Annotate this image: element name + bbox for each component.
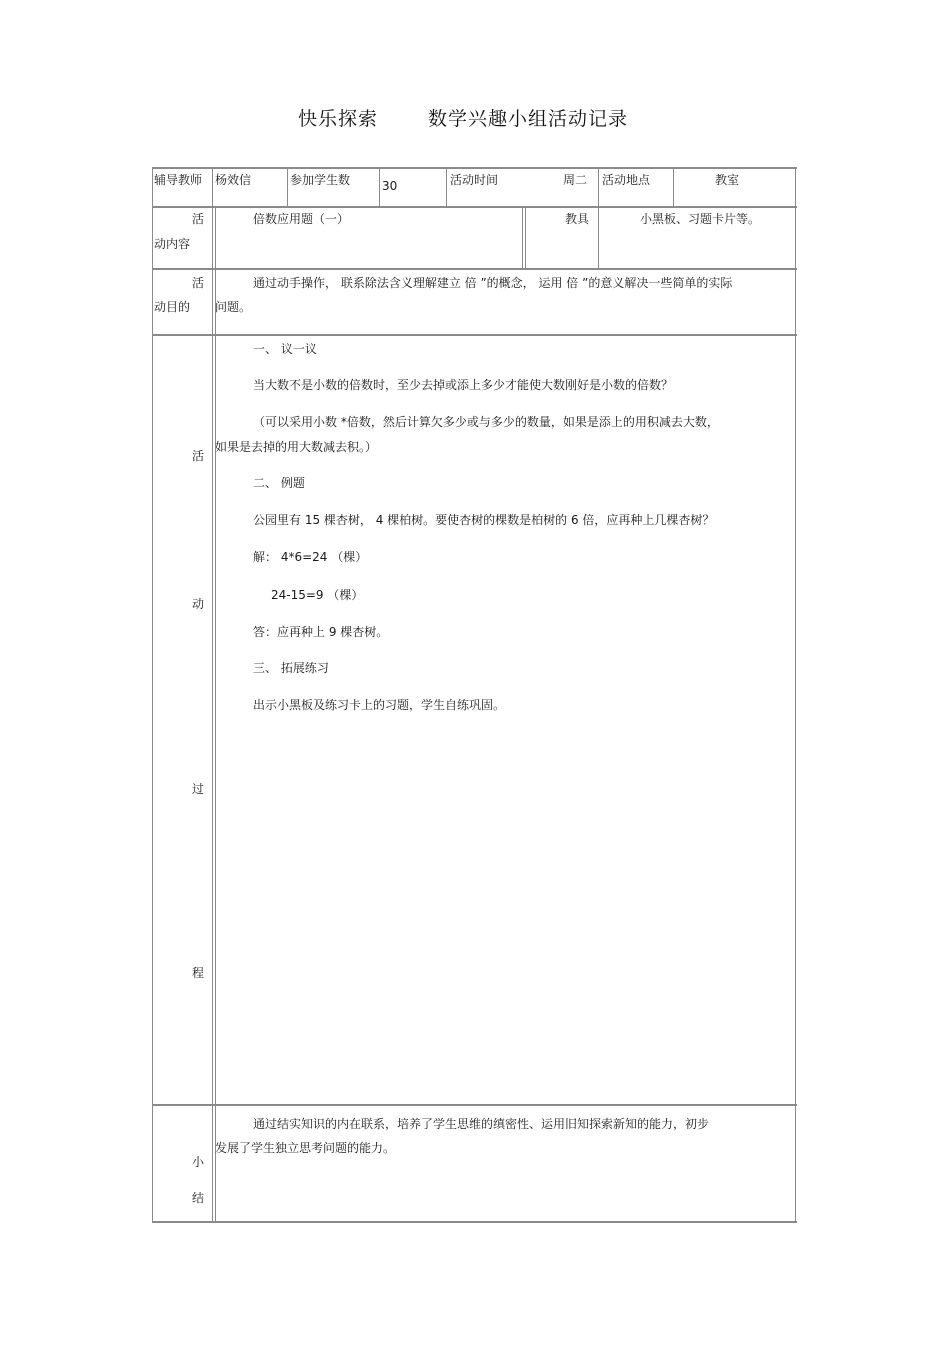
process-line: 如果是去掉的用大数减去积。）: [215, 440, 378, 454]
place-label: 活动地点: [602, 173, 651, 187]
tools-label: 教具: [565, 212, 590, 226]
process-line: 二、 例题: [253, 476, 305, 490]
process-line: 24-15=9 （棵）: [271, 588, 364, 602]
time-label: 活动时间: [450, 173, 499, 187]
place-value: 教室: [715, 173, 740, 187]
activity-record-table: [152, 167, 797, 1224]
process-line: 三、 拓展练习: [253, 661, 329, 675]
time-value: 周二: [563, 173, 588, 187]
process-line: 一、 议一议: [253, 342, 317, 356]
goal-label-bottom: 动目的: [154, 300, 191, 314]
content-value: 倍数应用题（一）: [253, 212, 350, 226]
summary-label-char-2: 结: [192, 1191, 205, 1205]
process-line: 解： 4*6=24 （棵）: [253, 550, 368, 564]
title-part1: 快乐探索: [298, 108, 379, 130]
goal-label-top: 活: [192, 276, 205, 290]
goal-line-1: 通过动手操作， 联系除法含义理解建立 倍 ”的概念， 运用 倍 ”的意义解决一些简单的实际: [253, 276, 733, 290]
process-line: 答：应再种上 9 棵杏树。: [253, 625, 389, 639]
process-line: （可以采用小数 *倍数，然后计算欠多少或与多少的数量，如果是添上的用积减去大数，: [253, 415, 719, 429]
summary-line-2: 发展了学生独立思考问题的能力。: [215, 1141, 396, 1155]
teacher-label: 辅导教师: [154, 173, 203, 187]
process-line: 公园里有 15 棵杏树， 4 棵柏树。要使杏树的棵数是柏树的 6 倍，应再种上几棵杏树？: [253, 513, 715, 527]
process-line: 出示小黑板及练习卡上的习题，学生自练巩固。: [253, 698, 506, 712]
title-part2: 数学兴趣小组活动记录: [428, 108, 629, 130]
tools-value: 小黑板、习题卡片等。: [640, 212, 761, 226]
process-label-char-1: 活: [192, 449, 205, 463]
content-label-top: 活: [192, 212, 205, 226]
students-label: 参加学生数: [290, 173, 351, 187]
summary-line-1: 通过结实知识的内在联系，培养了学生思维的缜密性、运用旧知探索新知的能力，初步: [253, 1117, 710, 1131]
process-label-char-4: 程: [192, 966, 205, 980]
process-label-char-2: 动: [192, 597, 205, 611]
students-value: 30: [382, 179, 398, 193]
content-label-bottom: 动内容: [154, 237, 191, 251]
process-line: 当大数不是小数的倍数时，至少去掉或添上多少才能使大数刚好是小数的倍数？: [253, 378, 674, 392]
process-label-char-3: 过: [192, 782, 205, 796]
teacher-value: 杨效信: [215, 173, 252, 187]
summary-label-char-1: 小: [192, 1155, 205, 1169]
goal-line-2: 问题。: [215, 300, 252, 314]
